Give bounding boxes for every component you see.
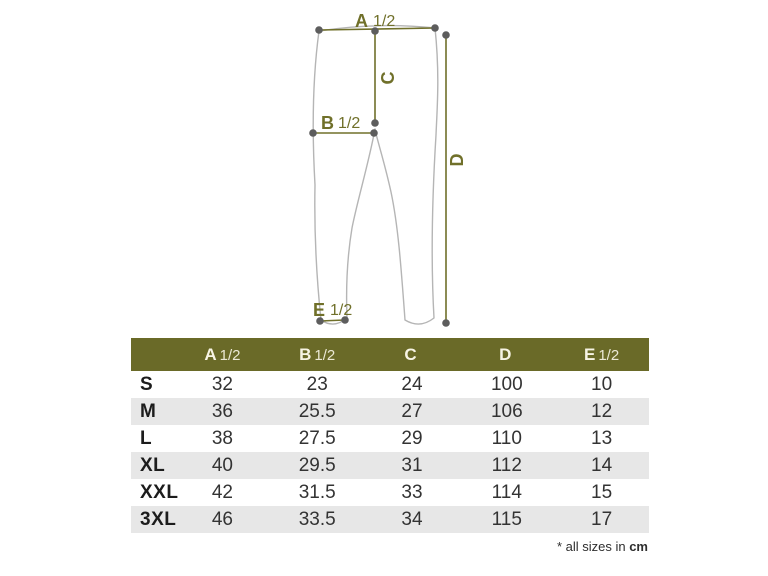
measure-label-a [355, 11, 395, 31]
table-row-xl [131, 452, 649, 479]
table-row-s [131, 371, 649, 398]
value-cell: 115 [491, 508, 522, 530]
value-cell: 29.5 [298, 454, 336, 476]
col-letter: E [583, 344, 596, 364]
table-row-l [131, 425, 649, 452]
measure-label-c [378, 72, 398, 85]
value-cell: 34 [401, 508, 423, 530]
value-cell: 33 [401, 481, 423, 503]
table-row-xxl [131, 479, 649, 506]
value-cell: 10 [591, 373, 613, 395]
value-cell: 31.5 [298, 481, 336, 503]
col-suffix: 1/2 [598, 346, 620, 364]
value-cell: 27.5 [298, 427, 336, 449]
svg-text:C: C [378, 71, 398, 85]
svg-text:1/2: 1/2 [373, 13, 396, 30]
measure-label-d [447, 154, 467, 167]
size-table-header [131, 338, 649, 371]
value-cell: 29 [401, 427, 423, 449]
svg-text:1/2: 1/2 [338, 115, 361, 132]
size-label: 3XL [140, 508, 177, 530]
value-cell: 114 [491, 481, 522, 503]
col-header-a [175, 345, 270, 365]
col-letter: D [499, 344, 512, 364]
value-cell: 106 [490, 400, 523, 422]
value-cell: 110 [491, 427, 522, 449]
units-footnote [557, 539, 648, 554]
measure-label-e [313, 300, 352, 320]
col-header-d [459, 345, 554, 365]
value-cell: 15 [591, 481, 613, 503]
measure-label-b [321, 113, 360, 133]
value-cell: 24 [401, 373, 423, 395]
col-letter: B [299, 344, 312, 364]
value-cell: 100 [490, 373, 523, 395]
size-label: XXL [140, 481, 179, 503]
value-cell: 31 [401, 454, 423, 476]
value-cell: 14 [591, 454, 613, 476]
svg-text:A: A [355, 11, 368, 31]
table-row-3xl [131, 506, 649, 533]
size-label: L [140, 427, 153, 449]
table-row-m [131, 398, 649, 425]
value-cell: 12 [591, 400, 613, 422]
col-header-e [554, 345, 649, 365]
value-cell: 112 [491, 454, 522, 476]
svg-text:E: E [313, 300, 326, 320]
size-label: XL [140, 454, 166, 476]
value-cell: 40 [211, 454, 233, 476]
svg-text:1/2: 1/2 [330, 302, 353, 319]
value-cell: 33.5 [298, 508, 336, 530]
value-cell: 25.5 [298, 400, 336, 422]
value-cell: 36 [211, 400, 233, 422]
value-cell: 46 [211, 508, 233, 530]
col-letter: C [404, 344, 417, 364]
measure-dots [309, 24, 450, 327]
svg-text:D: D [447, 153, 467, 167]
value-cell: 13 [591, 427, 613, 449]
footnote-text: * all sizes in [556, 539, 626, 554]
col-suffix: 1/2 [219, 346, 241, 364]
col-header-b [270, 345, 365, 365]
svg-text:B: B [321, 113, 334, 133]
col-header-c [365, 345, 460, 365]
footnote-unit: cm [629, 539, 648, 554]
value-cell: 38 [211, 427, 233, 449]
value-cell: 17 [591, 508, 613, 530]
value-cell: 42 [211, 481, 233, 503]
col-suffix: 1/2 [314, 346, 336, 364]
size-table [131, 338, 649, 533]
size-label: S [140, 373, 154, 395]
value-cell: 27 [401, 400, 423, 422]
col-letter: A [204, 344, 217, 364]
value-cell: 23 [306, 373, 328, 395]
value-cell: 32 [211, 373, 233, 395]
size-label: M [140, 400, 157, 422]
